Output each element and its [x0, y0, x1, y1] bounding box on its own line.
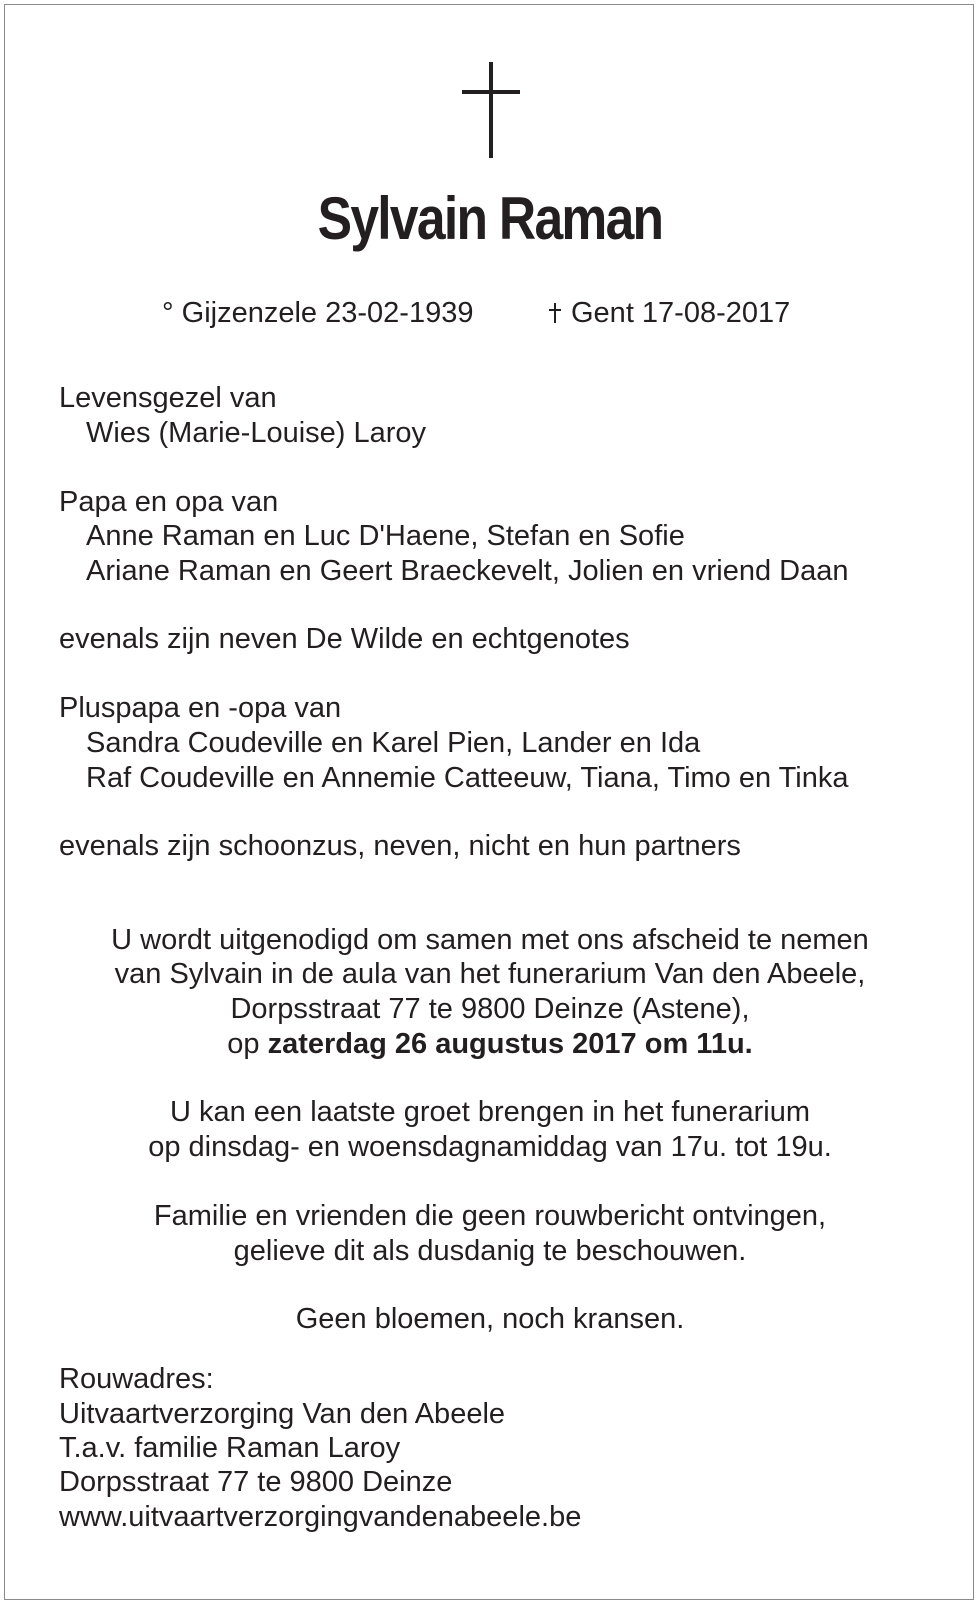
- stepchildren-line: Sandra Coudeville en Karel Pien, Lander en Ida: [86, 727, 701, 759]
- partner-name: Wies (Marie-Louise) Laroy: [86, 417, 427, 449]
- notice-line: gelieve dit als dusdanig te beschouwen.: [233, 1235, 747, 1267]
- ceremony-date: zaterdag 26 augustus 2017 om 11u.: [267, 1028, 753, 1060]
- invitation-line: van Sylvain in de aula van het funerarium Van den Abeele,: [114, 958, 866, 990]
- also-family: evenals zijn schoonzus, neven, nicht en hun partners: [59, 830, 741, 862]
- visit-line: U kan een laatste groet brengen in het funerarium: [169, 1096, 810, 1128]
- visit-line: op dinsdag- en woensdagnamiddag van 17u. tot 19u.: [148, 1131, 832, 1163]
- website-link[interactable]: www.uitvaartverzorgingvandenabeele.be: [59, 1501, 582, 1533]
- ceremony-date-line: [0, 1026, 980, 1062]
- stepchildren-line: Raf Coudeville en Annemie Catteeuw, Tiana, Timo en Tinka: [86, 762, 849, 794]
- address-line: Uitvaartverzorging Van den Abeele: [59, 1398, 506, 1430]
- children-line: Ariane Raman en Geert Braeckevelt, Jolien en vriend Daan: [86, 555, 849, 587]
- address-line: T.a.v. familie Raman Laroy: [59, 1432, 401, 1464]
- death-info: [549, 295, 790, 331]
- children-heading: Papa en opa van: [59, 486, 279, 518]
- cross-icon: [462, 62, 520, 158]
- notice-line: Familie en vrienden die geen rouwbericht ontvingen,: [153, 1200, 827, 1232]
- also-cousins: evenals zijn neven De Wilde en echtgenotes: [59, 623, 630, 655]
- death-date: Gent 17-08-2017: [571, 297, 791, 329]
- children-line: Anne Raman en Luc D'Haene, Stefan en Sofie: [86, 520, 685, 552]
- ceremony-date-prefix: op: [227, 1028, 268, 1060]
- birth-date: ° Gijzenzele 23-02-1939: [162, 297, 474, 329]
- small-cross-icon: [549, 301, 563, 323]
- invitation-line: U wordt uitgenodigd om samen met ons afscheid te nemen: [111, 924, 869, 956]
- flowers-note: Geen bloemen, noch kransen.: [295, 1303, 685, 1335]
- stepchildren-heading: Pluspapa en -opa van: [59, 692, 342, 724]
- address-line: Dorpsstraat 77 te 9800 Deinze: [59, 1466, 453, 1498]
- address-heading: Rouwadres:: [59, 1363, 214, 1395]
- invitation-line: Dorpsstraat 77 te 9800 Deinze (Astene),: [230, 993, 750, 1025]
- partner-heading: Levensgezel van: [59, 382, 277, 414]
- deceased-name: Sylvain Raman: [317, 185, 663, 252]
